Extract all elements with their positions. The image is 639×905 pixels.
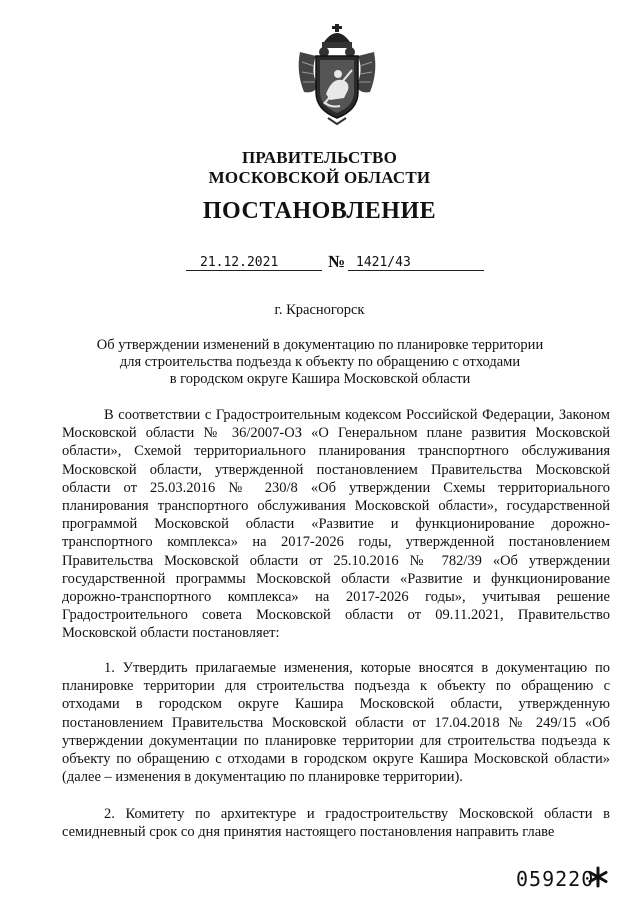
serial-number: 059220 <box>516 867 595 891</box>
subject-line-2: для строительства подъезда к объекту по обращению с отходами <box>119 354 521 370</box>
organization-name-line2: МОСКОВСКОЙ ОБЛАСТИ <box>208 168 431 187</box>
subject-line-1: Об утверждении изменений в документацию по планировке территории <box>96 337 544 353</box>
asterisk-mark-icon <box>586 865 610 889</box>
city-name: г. Красногорск <box>274 302 365 318</box>
document-type-title: ПОСТАНОВЛЕНИЕ <box>202 198 437 224</box>
preamble-paragraph: В соответствии с Градостроительным кодексом Российской Федерации, Законом Московской области № 36/2007-ОЗ «О Генеральном плане развития Московской области», Схемой территориального планирования транспортного обслуживания Московской области, утвержденной постановлением Правительства Московской области от 25.03.2016 № 230/8 «Об утверждении Схемы территориального планирования транспортного обслуживания Московской области», государственной программой Московской области «Развитие и функционирование дорожно-транспортного комплекса» на 2017-2026 годы, утвержденной постановлением Правительства Московской области от 25.10.2016 № 782/39 «Об утверждении государственной программы Московской области «Развитие и функционирование дорожно-транспортного комплекса» на 2017-2026 годы», учитывая решение Градостроительного совета Московской области от 09.11.2021, Правительство Московской области постановляет: <box>62 407 610 642</box>
number-underline <box>348 270 484 271</box>
organization-name-line1: ПРАВИТЕЛЬСТВО <box>242 148 397 167</box>
date-underline <box>186 270 322 271</box>
item-1-paragraph: 1. Утвердить прилагаемые изменения, которые вносятся в документацию по планировке территории для строительства подъезда к объекту по обращению с отходами в городском округе Кашира Московской области, утвержденную постановлением Правительства Московской области от 17.04.2018 № 249/15 «Об утверждении документации по планировке территории для строительства подъезда к объекту по обращению с отходами в городском округе Кашира Московской области» (далее – изменения в документацию по планировке территории). <box>62 660 610 786</box>
document-date: 21.12.2021 <box>200 255 279 270</box>
document-number: 1421/43 <box>356 255 411 270</box>
number-sign: № <box>328 252 346 271</box>
document-subject <box>80 337 560 388</box>
subject-line-3: в городском округе Кашира Московской области <box>169 371 471 387</box>
coat-of-arms-emblem <box>294 22 380 126</box>
item-2-paragraph: 2. Комитету по архитектуре и градостроительству Московской области в семидневный срок со дня принятия настоящего постановления направить главе <box>62 806 610 841</box>
